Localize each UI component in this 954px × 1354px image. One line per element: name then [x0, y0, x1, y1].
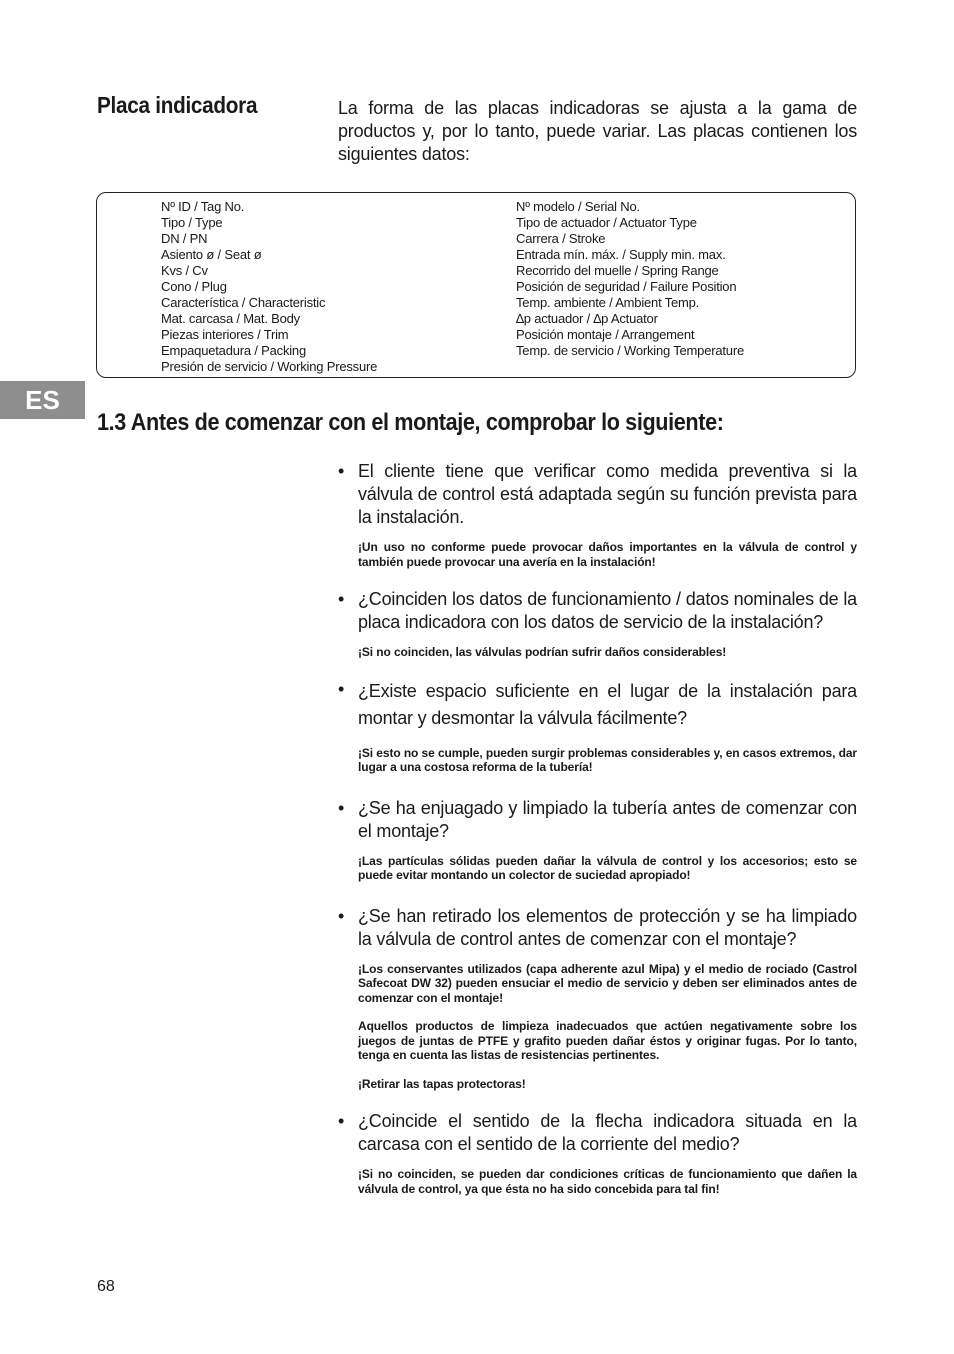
- nameplate-field: Entrada mín. máx. / Supply min. max.: [516, 247, 726, 262]
- checklist-note: Aquellos productos de limpieza inadecuados que actúen negativamente sobre los juegos de juntas de PTFE y grafito pueden dañar éstos y originar fugas. Por lo tanto, tenga en cuenta las listas de resistencias pertinentes.: [358, 1019, 857, 1062]
- nameplate-field: Tipo de actuador / Actuator Type: [516, 215, 697, 230]
- bullet: •: [338, 1111, 345, 1131]
- nameplate-field: Nº ID / Tag No.: [161, 199, 245, 214]
- nameplate-field: Característica / Characteristic: [161, 295, 326, 310]
- bullet: •: [338, 461, 345, 481]
- checklist-item: [338, 678, 857, 775]
- nameplate-field: Asiento ø / Seat ø: [161, 247, 262, 262]
- section-heading: 1.3 Antes de comenzar con el montaje, comprobar lo siguiente:: [97, 409, 724, 436]
- checklist-question: ¿Se ha enjuagado y limpiado la tubería antes de comenzar con el montaje?: [358, 797, 857, 841]
- checklist-question: ¿Se han retirado los elementos de protección y se ha limpiado la válvula de control antes de comenzar con el montaje?: [358, 905, 857, 949]
- bullet: •: [338, 797, 345, 818]
- language-tab: ES: [0, 381, 85, 419]
- checklist-item: [338, 588, 857, 660]
- nameplate-field: Kvs / Cv: [161, 263, 208, 278]
- nameplate-field: Mat. carcasa / Mat. Body: [161, 311, 300, 326]
- nameplate-field: Nº modelo / Serial No.: [516, 199, 640, 214]
- nameplate-field: Presión de servicio / Working Pressure: [161, 359, 378, 374]
- bullet: •: [338, 678, 345, 699]
- bullet: •: [338, 589, 345, 609]
- nameplate-field: Posición montaje / Arrangement: [516, 327, 695, 342]
- nameplate-data-box: [96, 192, 856, 378]
- checklist-note: ¡Si no coinciden, se pueden dar condiciones críticas de funcionamiento que dañen la válvula de control, ya que ésta no ha sido concebida para tal fin!: [358, 1167, 857, 1196]
- checklist-note: ¡Los conservantes utilizados (capa adherente azul Mipa) y el medio de rociado (Castrol Safecoat DW 32) pueden ensuciar el medio de servicio y deben ser eliminados antes de comenzar con el montaje!: [358, 961, 857, 1005]
- checklist-question: El cliente tiene que verificar como medida preventiva si la válvula de control está adaptada según su función prevista para la instalación.: [358, 461, 857, 527]
- section-title: Placa indicadora: [97, 92, 258, 118]
- nameplate-right-column: [516, 199, 744, 359]
- nameplate-field: DN / PN: [161, 231, 208, 246]
- nameplate-field: Temp. ambiente / Ambient Temp.: [516, 295, 700, 310]
- nameplate-field: Temp. de servicio / Working Temperature: [516, 343, 744, 358]
- bullet: •: [338, 905, 345, 926]
- checklist-item: [338, 1110, 857, 1196]
- nameplate-field: Empaquetadura / Packing: [161, 343, 306, 358]
- nameplate-field: Cono / Plug: [161, 279, 227, 294]
- nameplate-field: Piezas interiores / Trim: [161, 327, 289, 342]
- checklist-question: ¿Coinciden los datos de funcionamiento / datos nominales de la placa indicadora con los datos de servicio de la instalación?: [358, 589, 857, 632]
- nameplate-field: ∆p actuador / ∆p Actuator: [516, 311, 658, 326]
- nameplate-field: Recorrido del muelle / Spring Range: [516, 263, 719, 278]
- checklist-note: ¡Un uso no conforme puede provocar daños importantes en la válvula de control y también puede provocar una avería en la instalación!: [358, 540, 857, 569]
- checklist-note: ¡Las partículas sólidas pueden dañar la válvula de control y los accesorios; esto se puede evitar montando un colector de suciedad apropiado!: [358, 853, 857, 882]
- checklist-item: [338, 905, 857, 1092]
- checklist-note: ¡Si no coinciden, las válvulas podrían sufrir daños considerables!: [358, 645, 727, 659]
- page-number: 68: [97, 1278, 115, 1295]
- checklist: [338, 460, 857, 1196]
- checklist-note: ¡Retirar las tapas protectoras!: [358, 1076, 526, 1091]
- nameplate-field: Carrera / Stroke: [516, 231, 606, 246]
- checklist-note: ¡Si esto no se cumple, pueden surgir problemas considerables y, en casos extremos, dar lugar a una costosa reforma de la tubería!: [358, 745, 857, 774]
- section-intro: La forma de las placas indicadoras se ajusta a la gama de productos y, por lo tanto, puede variar. Las placas contienen los siguientes datos:: [338, 98, 857, 164]
- nameplate-left-column: [161, 199, 377, 375]
- checklist-item: [338, 797, 857, 883]
- checklist-item: [338, 460, 857, 569]
- checklist-question: ¿Existe espacio suficiente en el lugar de la instalación para montar y desmontar la válvula fácilmente?: [358, 680, 857, 728]
- nameplate-field: Tipo / Type: [161, 215, 223, 230]
- checklist-question: ¿Coincide el sentido de la flecha indicadora situada en la carcasa con el sentido de la corriente del medio?: [358, 1111, 857, 1154]
- nameplate-field: Posición de seguridad / Failure Position: [516, 279, 737, 294]
